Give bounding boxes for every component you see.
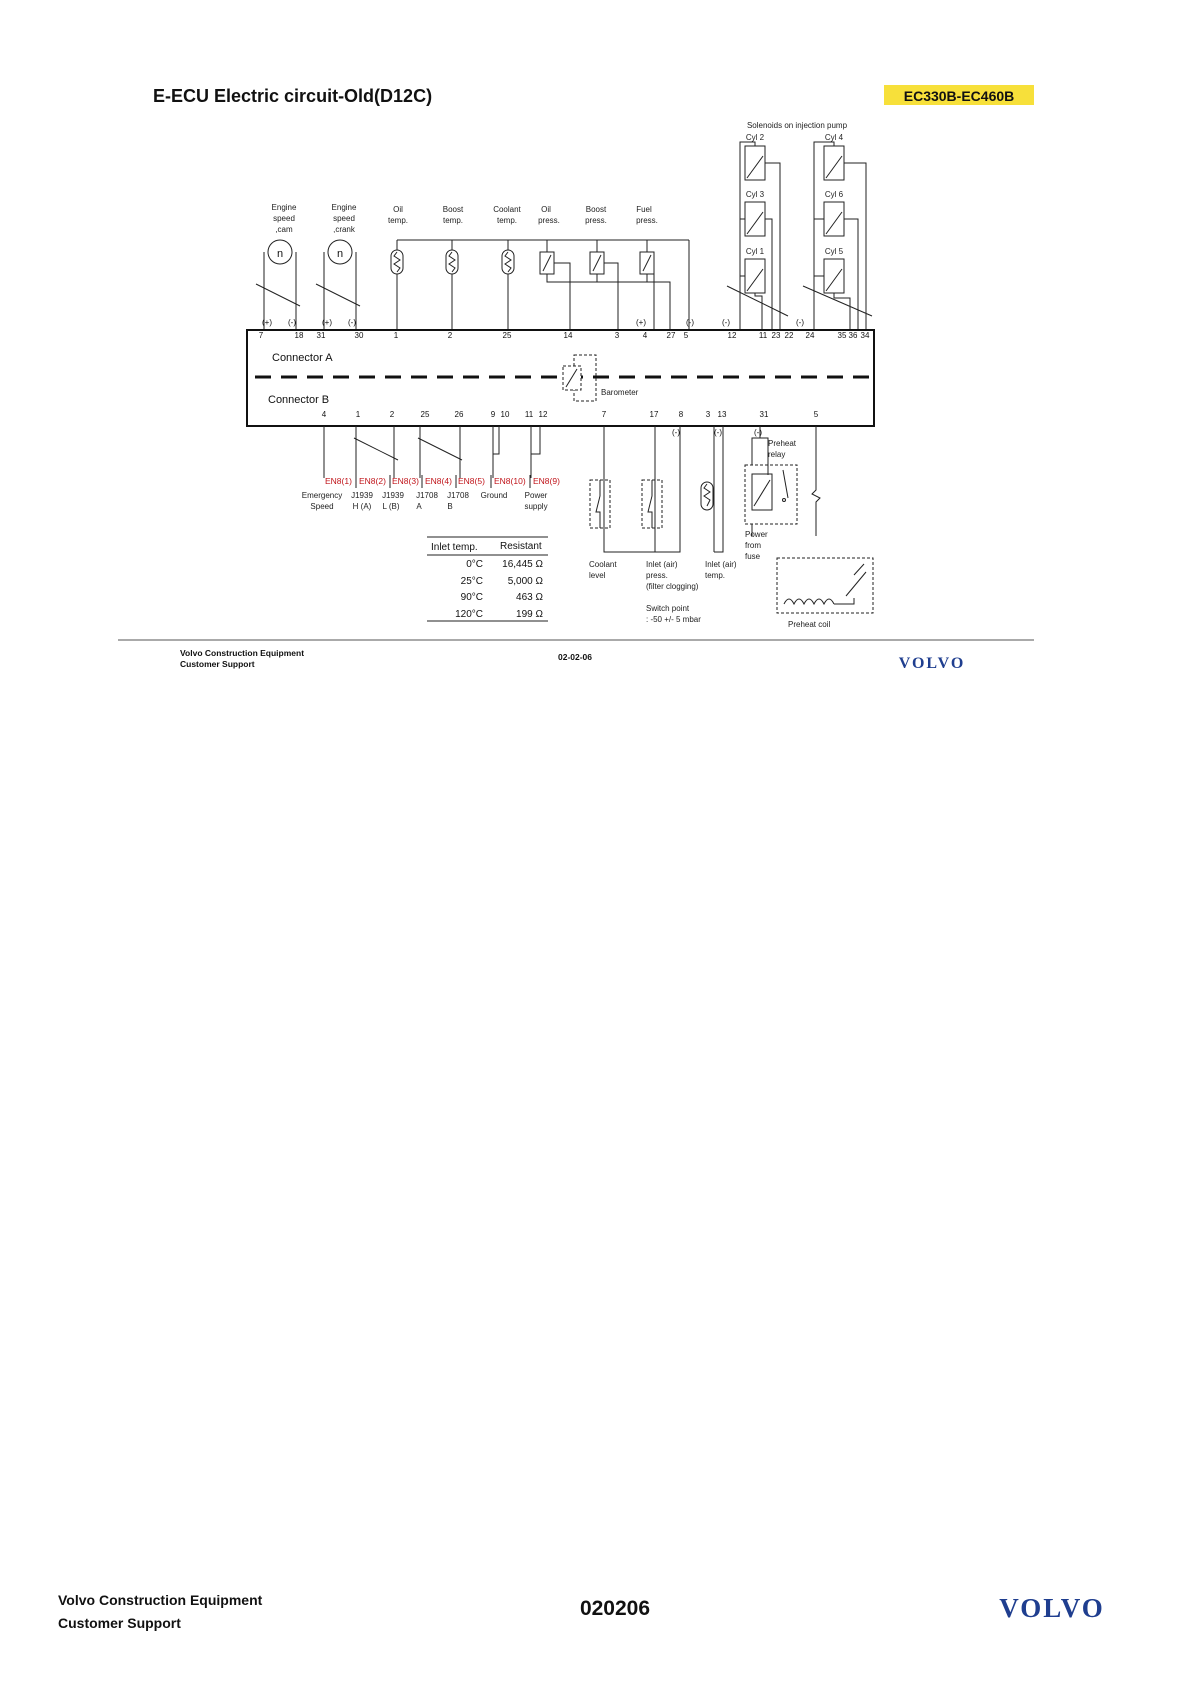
bottom-label: B — [447, 502, 453, 511]
sensor-label: press. — [636, 216, 658, 225]
bottom-label: J1708 — [416, 491, 438, 500]
preheat-relay-symbol — [745, 465, 797, 524]
sensor-label: Engine — [331, 203, 357, 212]
barometer-label: Barometer — [601, 388, 639, 397]
preheat-relay-label: Preheat — [768, 439, 797, 448]
polarity-plus: (+) — [636, 318, 646, 327]
sensor-label: Boost — [585, 205, 607, 214]
pin-number: 2 — [389, 410, 395, 419]
polarity-marks-bottom — [672, 428, 762, 437]
power-from-fuse-label: Power — [745, 530, 768, 539]
switch-sensors — [590, 480, 713, 528]
power-from-fuse-label: from — [745, 541, 761, 550]
bottom-label: L (B) — [382, 502, 400, 511]
pin-number: 17 — [649, 410, 659, 419]
cyl-3-label: Cyl 3 — [745, 190, 765, 199]
sensor-label: Engine — [271, 203, 297, 212]
pin-number: 18 — [294, 331, 304, 340]
inlet-temp-label: temp. — [705, 571, 726, 580]
pin-number: 25 — [420, 410, 430, 419]
footer-company: Volvo Construction Equipment — [180, 648, 305, 658]
sensor-label: press. — [585, 216, 607, 225]
table-header: Inlet temp. — [431, 542, 478, 553]
polarity-minus: (-) — [686, 318, 694, 327]
bottom-label: Speed — [310, 502, 334, 511]
polarity-minus: (-) — [722, 318, 730, 327]
solenoids-title: Solenoids on injection pump — [746, 121, 848, 130]
power-from-fuse-label: fuse — [745, 552, 761, 561]
page-footer-code: 020206 — [579, 1597, 651, 1620]
table-cell: 5,000 Ω — [507, 576, 543, 587]
en8-label: EN8(3) — [392, 476, 419, 486]
table-cell: 120°C — [455, 609, 483, 620]
inlet-press-label: press. — [646, 571, 668, 580]
solenoid-symbols — [745, 146, 844, 293]
cyl-5-label: Cyl 5 — [824, 247, 844, 256]
pin-number: 3 — [705, 410, 711, 419]
pin-number: 24 — [805, 331, 815, 340]
bottom-label: Emergency — [301, 491, 343, 500]
sensor-label: temp. — [387, 216, 409, 225]
connector-a-label: Connector A — [272, 352, 333, 364]
inlet-press-label: (filter clogging) — [646, 582, 699, 591]
pin-number: 34 — [860, 331, 870, 340]
pin-number: 8 — [678, 410, 684, 419]
pin-number: 4 — [321, 410, 327, 419]
pin-number: 3 — [614, 331, 620, 340]
sensor-label: press. — [538, 216, 560, 225]
en8-labels — [325, 475, 560, 488]
cyl-2-label: Cyl 2 — [745, 133, 765, 142]
bottom-label: supply — [524, 502, 548, 511]
bottom-label: Ground — [480, 491, 508, 500]
volvo-logo-small: VOLVO — [898, 655, 966, 672]
table-cell: 16,445 Ω — [502, 559, 543, 570]
sensor-label: temp. — [496, 216, 518, 225]
connector-b-pins — [322, 410, 819, 419]
table-cell: 90°C — [460, 592, 483, 603]
pin-number: 22 — [784, 331, 794, 340]
barometer-symbol — [563, 355, 596, 401]
pin-number: 10 — [500, 410, 510, 419]
inlet-temp-label: Inlet (air) — [705, 560, 737, 569]
pin-number: 7 — [601, 410, 607, 419]
pin-number: 14 — [563, 331, 573, 340]
bottom-label: Power — [524, 491, 548, 500]
coolant-level-label: Coolant — [589, 560, 617, 569]
bottom-label: J1939 — [382, 491, 404, 500]
pin-number: 2 — [447, 331, 453, 340]
coolant-level-label: level — [589, 571, 606, 580]
polarity-plus: (+) — [322, 318, 332, 327]
pin-number: 5 — [683, 331, 689, 340]
polarity-plus: (+) — [262, 318, 272, 327]
page-footer-dept: Customer Support — [58, 1615, 181, 1631]
pin-number: 26 — [454, 410, 464, 419]
pin-number: 23 — [771, 331, 781, 340]
bottom-label: J1708 — [447, 491, 469, 500]
sensor-label: Fuel — [636, 205, 652, 214]
en8-label: EN8(2) — [359, 476, 386, 486]
connector-a-pins — [259, 331, 870, 340]
en8-label: EN8(1) — [325, 476, 352, 486]
pin-number: 5 — [813, 410, 819, 419]
bottom-label: A — [416, 502, 422, 511]
polarity-minus: (-) — [348, 318, 356, 327]
cyl-1-label: Cyl 1 — [745, 247, 765, 256]
polarity-minus: (-) — [714, 428, 722, 437]
model-badge: EC330B-EC460B — [903, 88, 1015, 104]
table-header: Resistant — [500, 541, 542, 552]
pin-number: 12 — [727, 331, 737, 340]
volvo-logo-large: VOLVO — [999, 1593, 1105, 1623]
table-cell: 25°C — [460, 576, 483, 587]
sensor-label: Oil — [541, 205, 551, 214]
footer-date: 02-02-06 — [557, 652, 593, 662]
top-sensor-labels — [272, 203, 658, 234]
switch-point-label: Switch point — [646, 604, 690, 613]
table-cell: 199 Ω — [516, 609, 543, 620]
page-title: E-ECU Electric circuit-Old(D12C) — [153, 86, 433, 106]
sensor-label: temp. — [442, 216, 464, 225]
speed-symbol-crank: n — [336, 248, 344, 260]
en8-label: EN8(9) — [533, 476, 560, 486]
bottom-label: H (A) — [352, 502, 372, 511]
en8-label: EN8(5) — [458, 476, 485, 486]
polarity-minus: (-) — [754, 428, 762, 437]
cyl-4-label: Cyl 4 — [824, 133, 844, 142]
pressure-sensors — [540, 240, 689, 330]
speed-symbol-cam: n — [276, 248, 284, 260]
connector-b-label: Connector B — [268, 394, 330, 406]
preheat-coil-symbol — [777, 558, 873, 613]
inlet-press-label: Inlet (air) — [646, 560, 678, 569]
table-cell: 0°C — [466, 559, 483, 570]
pin-number: 12 — [538, 410, 548, 419]
sensor-label: Coolant — [493, 205, 521, 214]
pin-number: 35 — [837, 331, 847, 340]
pin-number: 13 — [717, 410, 727, 419]
pin-number: 11 — [758, 331, 768, 340]
cyl-6-label: Cyl 6 — [824, 190, 844, 199]
pin-number: 36 — [848, 331, 858, 340]
pin-number: 25 — [502, 331, 512, 340]
pin-number: 9 — [490, 410, 496, 419]
polarity-minus: (-) — [672, 428, 680, 437]
bottom-labels — [302, 491, 548, 511]
switch-point-label: : -50 +/- 5 mbar — [646, 615, 701, 624]
inlet-temp-table — [427, 537, 548, 621]
pin-number: 1 — [355, 410, 361, 419]
sensor-label: Boost — [442, 205, 464, 214]
table-cell: 463 Ω — [516, 592, 543, 603]
pin-number: 30 — [354, 331, 364, 340]
polarity-minus: (-) — [796, 318, 804, 327]
polarity-marks-top — [262, 318, 804, 327]
page-footer-company: Volvo Construction Equipment — [58, 1592, 263, 1608]
footer-dept: Customer Support — [180, 659, 255, 669]
pin-number: 31 — [759, 410, 769, 419]
pin-number: 1 — [393, 331, 399, 340]
pin-number: 7 — [258, 331, 264, 340]
preheat-coil-label: Preheat coil — [788, 620, 831, 629]
pin-number: 31 — [316, 331, 326, 340]
sensor-label: speed — [273, 214, 295, 223]
sensor-label: Oil — [393, 205, 403, 214]
polarity-minus: (-) — [288, 318, 296, 327]
pin-number: 4 — [642, 331, 648, 340]
bottom-label: J1939 — [351, 491, 373, 500]
preheat-relay-label: relay — [768, 450, 786, 459]
en8-label: EN8(4) — [425, 476, 452, 486]
pin-number: 27 — [666, 331, 676, 340]
sensor-label: speed — [333, 214, 355, 223]
en8-label: EN8(10) — [494, 476, 526, 486]
pin-number: 11 — [524, 410, 534, 419]
sensor-label: ,cam — [275, 225, 293, 234]
sensor-label: ,crank — [333, 225, 355, 234]
